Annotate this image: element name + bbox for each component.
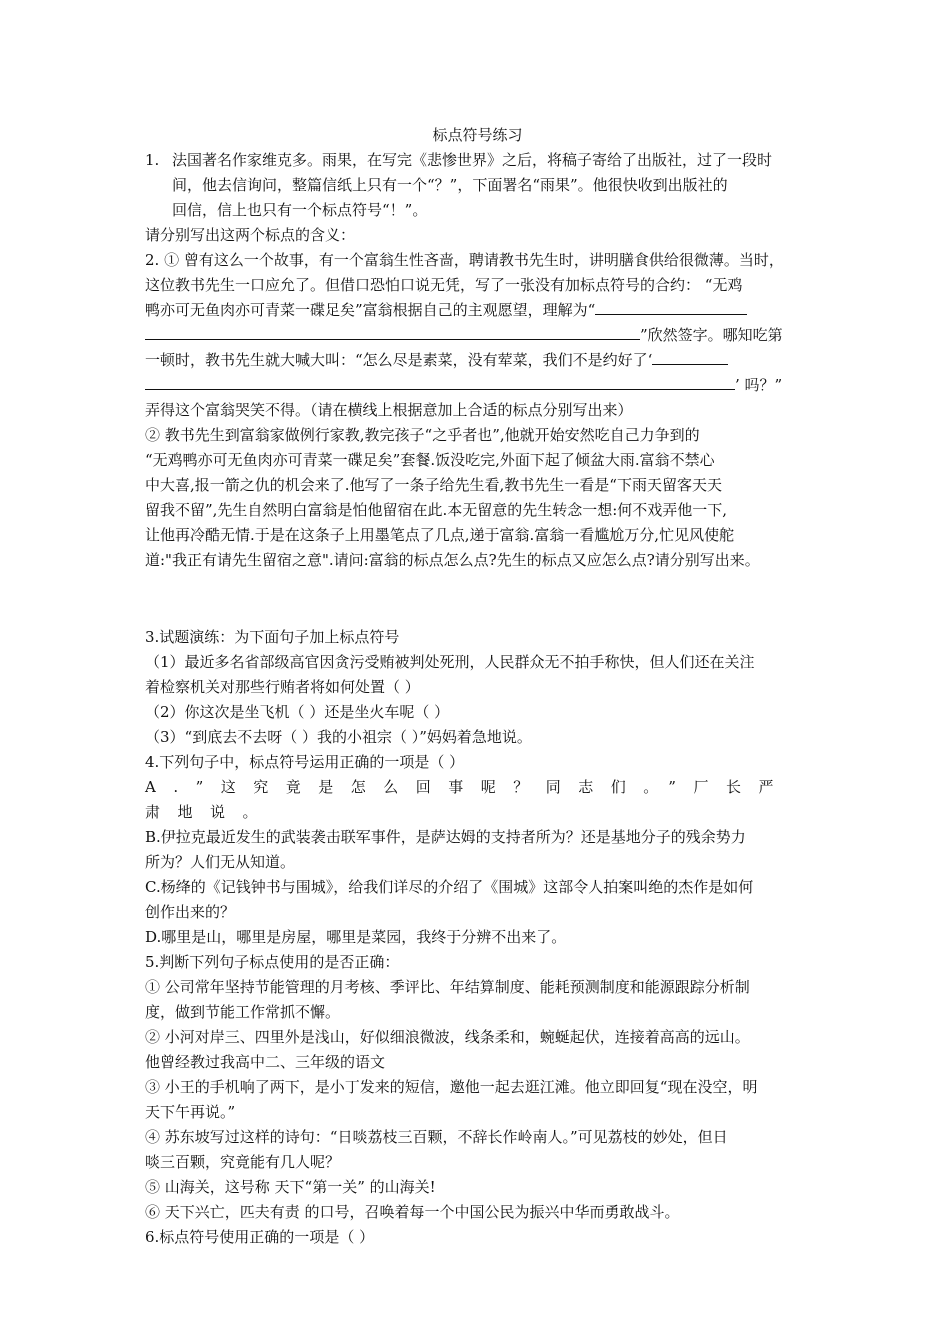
question-3-line: （1）最近多名省部级高官因贪污受贿被判处死刑，人民群众无不拍手称快，但人们还在关注 <box>145 653 755 671</box>
question-1-line: 1. 法国著名作家维克多。雨果，在写完《悲惨世界》之后，将稿子寄给了出版社，过了一段时 <box>145 148 810 173</box>
question-5-line: 天下午再说。” <box>145 1103 236 1121</box>
answer-blank[interactable] <box>652 348 728 365</box>
question-5-line: ③ 小王的手机响了两下，是小丁发来的短信，邀他一起去逛江滩。他立即回复“现在没空，明 <box>145 1078 758 1096</box>
question-5-line: 度，做到节能工作常抓不懈。 <box>145 1003 341 1021</box>
question-4-line: 4.下列句子中，标点符号运用正确的一项是（ ） <box>145 753 465 771</box>
question-4-option-d: D.哪里是山，哪里是房屋，哪里是菜园，我终于分辨不出来了。 <box>145 928 567 946</box>
question-4-option-b: B.伊拉克最近发生的武装袭击联军事件，是萨达姆的支持者所为？还是基地分子的残余势力 <box>145 828 746 846</box>
question-1-line: 回信，信上也只有一个标点符号“！”。 <box>172 201 428 219</box>
question-2-line: ’ 吗？” <box>145 373 810 398</box>
question-5-line: 他曾经教过我高中二、三年级的语文 <box>145 1053 386 1071</box>
question-2-line: “无鸡鸭亦可无鱼肉亦可青菜一碟足矣”套餐.饭没吃完,外面下起了倾盆大雨.富翁不禁心 <box>145 451 715 469</box>
question-3-line: 3.试题演练：为下面句子加上标点符号 <box>145 628 400 646</box>
question-2-line: ② 教书先生到富翁家做例行家教,教完孩子“之乎者也”,他就开始安然吃自己力争到的 <box>145 426 700 444</box>
question-2-line: 让他再冷酷无情.于是在这条子上用墨笔点了几点,递于富翁.富翁一看尴尬万分,忙见风使舵 <box>145 526 735 544</box>
question-2-line: ”欣然签字。哪知吃第 <box>145 323 810 348</box>
question-1-number: 1. <box>145 151 160 169</box>
question-2-line: 留我不留”,先生自然明白富翁是怕他留宿在此.本无留意的先生转念一想:何不戏弄他一下, <box>145 501 728 519</box>
document-body <box>145 122 810 1250</box>
question-1-instruction: 请分别写出这两个标点的含义： <box>145 226 356 244</box>
question-2-line: 弄得这个富翁哭笑不得。（请在横线上根据意加上合适的标点分别写出来） <box>145 401 633 419</box>
question-1 <box>145 148 810 248</box>
question-1-line: 间，他去信询问，整篇信纸上只有一个“？”，下面署名“雨果”。他很快收到出版社的 <box>172 176 728 194</box>
question-5-line: ⑥ 天下兴亡，匹夫有责 的口号，召唤着每一个中国公民为振兴中华而勇敢战斗。 <box>145 1203 680 1221</box>
question-3-line: 着检察机关对那些行贿者将如何处置（ ） <box>145 678 420 696</box>
question-5-line: ① 公司常年坚持节能管理的月考核、季评比、年结算制度、能耗预测制度和能源跟踪分析制 <box>145 978 750 996</box>
question-4-option-c: C.杨绛的《记钱钟书与围城》，给我们详尽的介绍了《围城》这部令人拍案叫绝的杰作是如何 <box>145 878 754 896</box>
question-2-line: 这位教书先生一口应允了。但借口恐怕口说无凭，写了一张没有加标点符号的合约： “无鸡 <box>145 276 743 294</box>
question-4 <box>145 750 810 950</box>
question-5-line: ⑤ 山海关，这号称 天下“第一关” 的山海关! <box>145 1178 436 1196</box>
question-5 <box>145 950 810 1225</box>
answer-blank[interactable] <box>145 373 735 390</box>
question-3-line: （2）你这次是坐飞机（ ）还是坐火车呢（ ） <box>145 703 450 721</box>
question-2-line: 2. ① 曾有这么一个故事，有一个富翁生性吝啬，聘请教书先生时，讲明膳食供给很微薄。当时， <box>145 251 784 269</box>
question-2-line: 中大喜,报一箭之仇的机会来了.他写了一条子给先生看,教书先生一看是“下雨天留客天天 <box>145 476 722 494</box>
question-5-line: 啖三百颗，究竟能有几人呢？ <box>145 1153 341 1171</box>
answer-blank[interactable] <box>595 298 747 315</box>
question-2-line: 道:"我正有请先生留宿之意".请问:富翁的标点怎么点?先生的标点又应怎么点?请分别写出来。 <box>145 551 760 569</box>
question-6-line: 6.标点符号使用正确的一项是（ ） <box>145 1228 375 1246</box>
question-5-line: ④ 苏东坡写过这样的诗句：“日啖荔枝三百颗，不辞长作岭南人。”可见荔枝的妙处，但日 <box>145 1128 728 1146</box>
question-3 <box>145 625 810 750</box>
question-3-line: （3）“到底去不去呀（ ）我的小祖宗（ ）”妈妈着急地说。 <box>145 728 532 746</box>
question-4-line: 创作出来的？ <box>145 903 236 921</box>
question-2 <box>145 248 810 573</box>
question-4-line: 所为？人们无从知道。 <box>145 853 296 871</box>
question-5-line: ② 小河对岸三、四里外是浅山，好似细浪微波，线条柔和，蜿蜒起伏，连接着高高的远山。 <box>145 1028 750 1046</box>
answer-blank[interactable] <box>145 323 640 340</box>
question-5-line: 5.判断下列句子标点使用的是否正确： <box>145 953 400 971</box>
question-2-line: 一顿时，教书先生就大喊大叫：“怎么尽是素菜，没有荤菜，我们不是约好了‘ <box>145 348 810 373</box>
question-4-option-a: A.”这究竟是怎么回事呢？同志们。”厂长严肃地说。 <box>145 778 791 821</box>
question-6 <box>145 1225 810 1250</box>
page-title: 标点符号练习 <box>432 126 523 144</box>
spacer <box>145 573 810 625</box>
question-2-line: 鸭亦可无鱼肉亦可青菜一碟足矣”富翁根据自己的主观愿望，理解为“ <box>145 298 810 323</box>
